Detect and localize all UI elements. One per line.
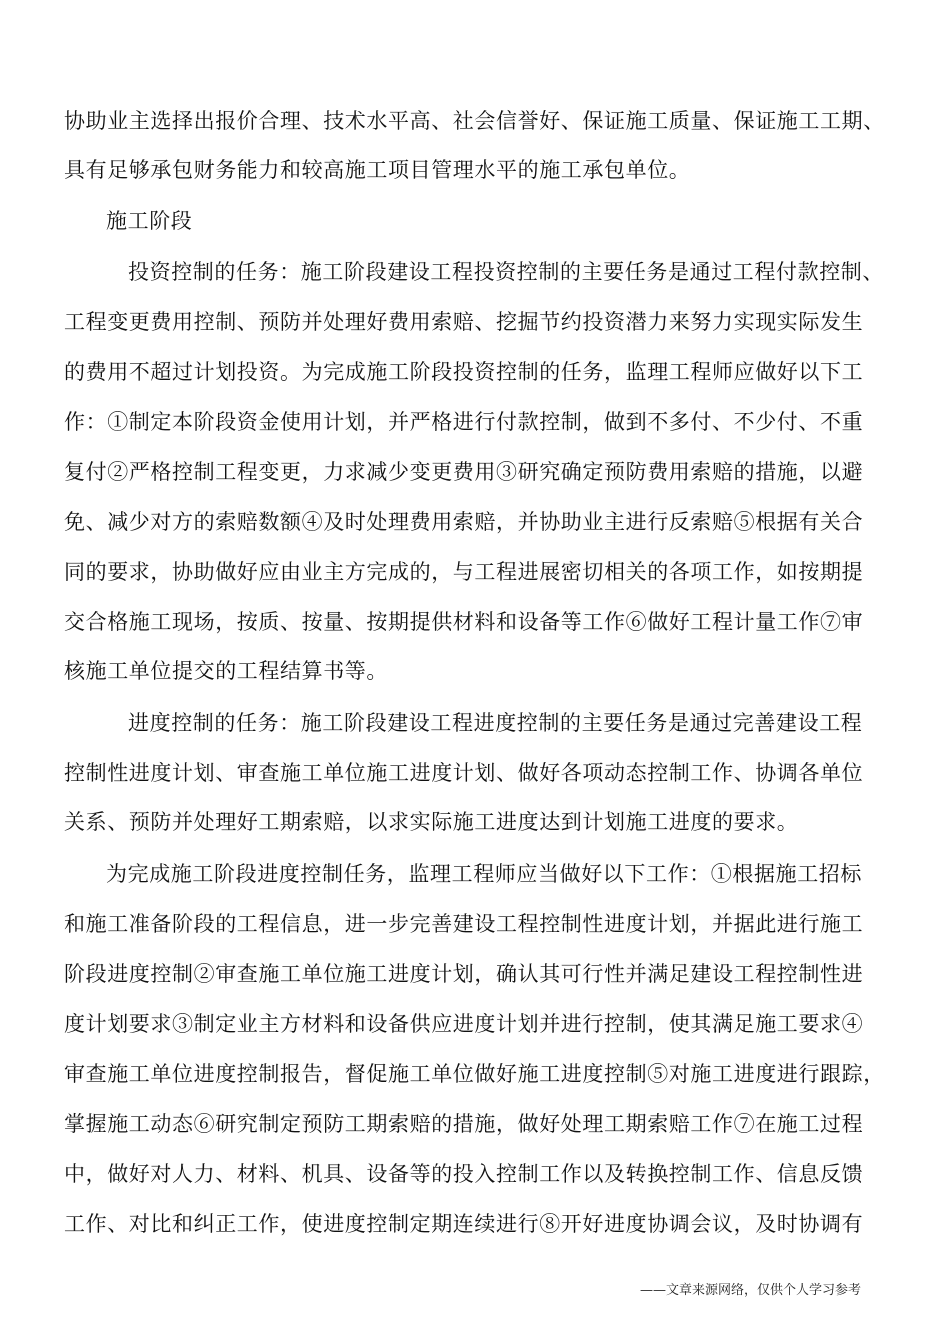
text-line: 审查施工单位进度控制报告，督促施工单位做好施工进度控制⑤对施工进度进行跟踪， [64, 1062, 885, 1086]
text-line: 核施工单位提交的工程结算书等。 [64, 659, 388, 683]
text-line: 工作、对比和纠正工作，使进度控制定期连续进行⑧开好进度协调会议，及时协调有 [64, 1212, 864, 1236]
text-line: 的费用不超过计划投资。为完成施工阶段投资控制的任务，监理工程师应做好以下工 [64, 360, 864, 384]
text-line: 工程变更费用控制、预防并处理好费用索赔、挖掘节约投资潜力来努力实现实际发生 [64, 310, 864, 334]
text-line: 进度控制的任务：施工阶段建设工程进度控制的主要任务是通过完善建设工程 [128, 711, 863, 735]
text-line: 交合格施工现场，按质、按量、按期提供材料和设备等工作⑥做好工程计量工作⑦审 [64, 610, 864, 634]
text-line: 复付②严格控制工程变更，力求减少变更费用③研究确定预防费用索赔的措施，以避 [64, 460, 864, 484]
text-line: 中，做好对人力、材料、机具、设备等的投入控制工作以及转换控制工作、信息反馈 [64, 1162, 864, 1186]
footer-note: ——文章来源网络，仅供个人学习参考 [640, 1283, 862, 1298]
text-line: 和施工准备阶段的工程信息，进一步完善建设工程控制性进度计划，并据此进行施工 [64, 912, 864, 936]
text-line: 免、减少对方的索赔数额④及时处理费用索赔，并协助业主进行反索赔⑤根据有关合 [64, 510, 864, 534]
section-heading: 施工阶段 [106, 209, 193, 233]
text-line: 控制性进度计划、审查施工单位施工进度计划、做好各项动态控制工作、协调各单位 [64, 761, 864, 785]
text-line: 阶段进度控制②审查施工单位施工进度计划，确认其可行性并满足建设工程控制性进 [64, 962, 864, 986]
text-line: 作：①制定本阶段资金使用计划，并严格进行付款控制，做到不多付、不少付、不重 [64, 410, 864, 434]
text-line: 投资控制的任务：施工阶段建设工程投资控制的主要任务是通过工程付款控制、 [128, 260, 884, 284]
text-line: 同的要求，协助做好应由业主方完成的，与工程进展密切相关的各项工作，如按期提 [64, 560, 864, 584]
text-line: 具有足够承包财务能力和较高施工项目管理水平的施工承包单位。 [64, 158, 691, 182]
text-line: 协助业主选择出报价合理、技术水平高、社会信誉好、保证施工质量、保证施工工期、 [64, 109, 885, 133]
text-line: 度计划要求③制定业主方材料和设备供应进度计划并进行控制，使其满足施工要求④ [64, 1012, 864, 1036]
text-line: 掌握施工动态⑥研究制定预防工期索赔的措施，做好处理工期索赔工作⑦在施工过程 [64, 1112, 864, 1136]
text-line: 为完成施工阶段进度控制任务，监理工程师应当做好以下工作：①根据施工招标 [106, 862, 862, 886]
text-line: 关系、预防并处理好工期索赔，以求实际施工进度达到计划施工进度的要求。 [64, 810, 799, 834]
